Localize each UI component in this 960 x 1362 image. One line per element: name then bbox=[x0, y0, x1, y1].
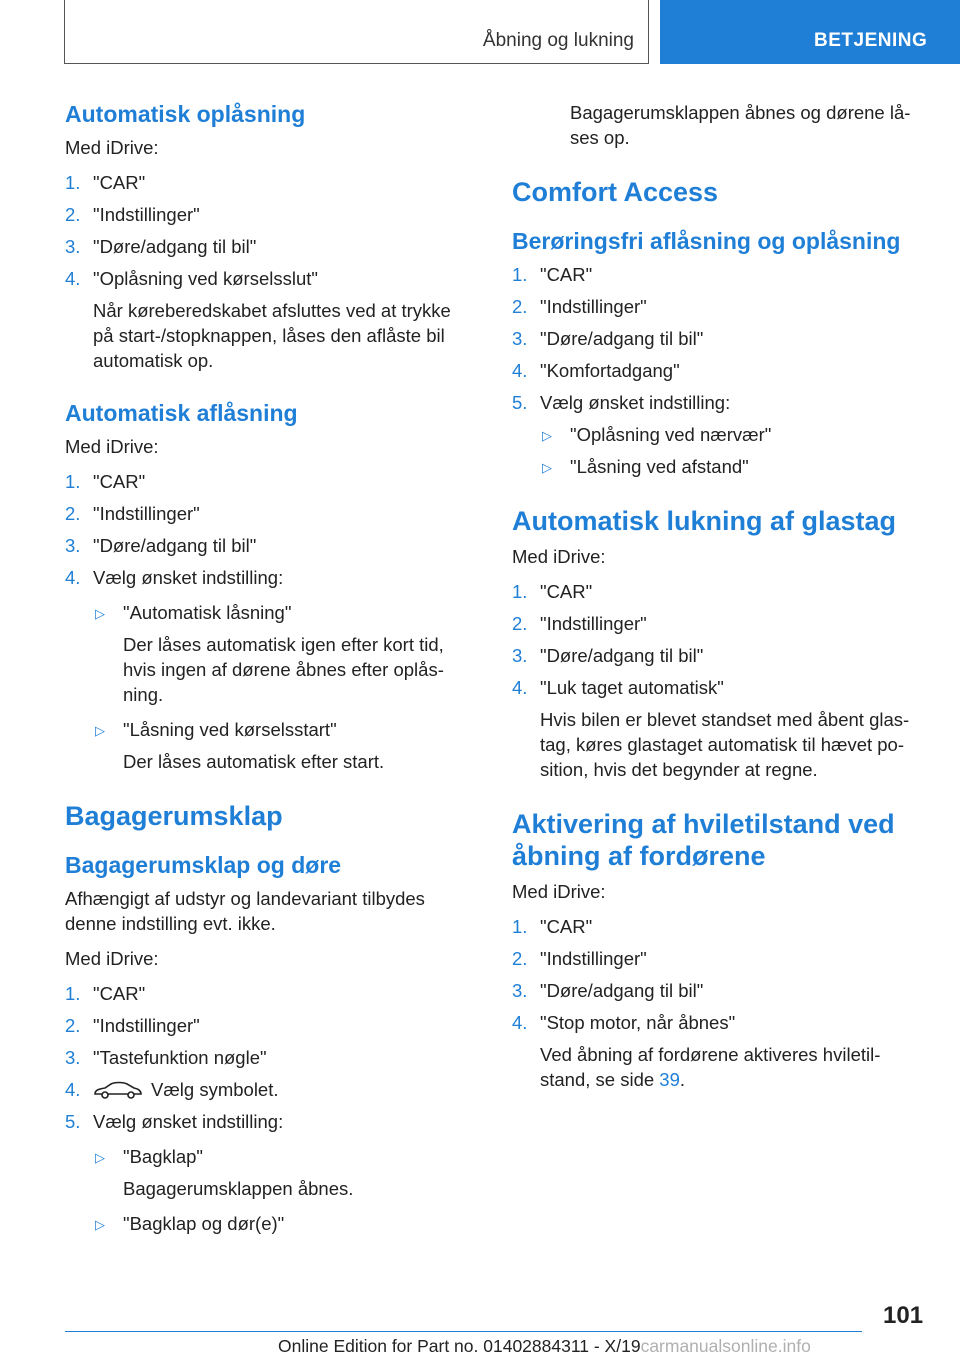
option-desc: Der låses automatisk efter start. bbox=[123, 751, 385, 772]
triangle-bullet-icon: ▷ bbox=[95, 723, 105, 738]
list-item: 5. Vælg ønsket indstilling: bbox=[65, 1111, 284, 1132]
list-item: 1. "CAR" bbox=[65, 172, 146, 193]
auto-lock-intro: Med iDrive: bbox=[65, 436, 159, 457]
page-number: 101 bbox=[883, 1302, 924, 1329]
list-item: 1. "CAR" bbox=[512, 916, 593, 937]
watermark: carmanualsonline.info bbox=[640, 1336, 811, 1356]
list-item: 2. "Indstillinger" bbox=[512, 296, 647, 317]
option-item: ▷ "Oplåsning ved nærvær" bbox=[512, 422, 922, 447]
option-item: ▷ "Automatisk låsning" bbox=[65, 600, 465, 625]
triangle-bullet-icon: ▷ bbox=[95, 606, 105, 621]
hvile-note: Ved åbning af fordørene aktiveres hviletil- stand, se side 39. bbox=[540, 1044, 881, 1090]
list-item: 5. Vælg ønsket indstilling: bbox=[512, 392, 731, 413]
bagagerum-note: Afhængigt af udstyr og landevariant tilbydes denne indstilling evt. ikke. bbox=[65, 888, 425, 934]
list-item: 2. "Indstillinger" bbox=[65, 204, 200, 225]
list-item: 2. "Indstillinger" bbox=[512, 613, 647, 634]
triangle-bullet-icon: ▷ bbox=[95, 1150, 105, 1165]
glastag-heading: Automatisk lukning af glastag bbox=[512, 506, 897, 536]
list-item: 2. "Indstillinger" bbox=[512, 948, 647, 969]
carry-text: Bagagerumsklappen åbnes og dørene lå- ses op. bbox=[570, 102, 911, 148]
list-item: 1. "CAR" bbox=[65, 471, 146, 492]
bagagerum-intro: Med iDrive: bbox=[65, 948, 159, 969]
page-ref-link[interactable]: 39 bbox=[659, 1069, 680, 1090]
list-item: 3. "Døre/adgang til bil" bbox=[65, 236, 257, 257]
option-desc: Bagagerumsklappen åbnes. bbox=[123, 1178, 354, 1199]
list-item: 3. "Tastefunktion nøgle" bbox=[65, 1047, 267, 1068]
comfort-subheading: Berøringsfri aflåsning og oplåsning bbox=[512, 228, 901, 254]
chapter-title: Åbning og lukning bbox=[482, 30, 634, 51]
footer-divider bbox=[65, 1331, 862, 1332]
comfort-heading: Comfort Access bbox=[512, 177, 719, 207]
option-desc: Der låses automatisk igen efter kort tid, hvis ingen af dørene åbnes efter oplås- ning. bbox=[123, 634, 444, 705]
list-item: 1. "CAR" bbox=[65, 983, 146, 1004]
list-item: 4. "Komfortadgang" bbox=[512, 360, 680, 381]
list-item: 4. "Luk taget automatisk" bbox=[512, 677, 724, 698]
bagagerum-subheading: Bagagerumsklap og døre bbox=[65, 852, 342, 878]
list-item: 4. Vælg ønsket indstilling: bbox=[65, 567, 284, 588]
list-item: 4. Vælg symbolet. bbox=[65, 1079, 279, 1100]
triangle-bullet-icon: ▷ bbox=[542, 460, 552, 475]
left-column bbox=[65, 100, 465, 1236]
list-item: 2. "Indstillinger" bbox=[65, 1015, 200, 1036]
list-item: 3. "Døre/adgang til bil" bbox=[65, 535, 257, 556]
option-item: ▷ "Låsning ved kørselsstart" bbox=[65, 717, 465, 742]
right-column bbox=[512, 100, 922, 1092]
footer-text: Online Edition for Part no. 01402884311 - X/19carmanualsonline.info bbox=[278, 1336, 811, 1356]
list-item: 3. "Døre/adgang til bil" bbox=[512, 328, 704, 349]
option-item: ▷ "Bagklap" bbox=[65, 1144, 465, 1169]
option-item: ▷ "Bagklap og dør(e)" bbox=[65, 1211, 465, 1236]
triangle-bullet-icon: ▷ bbox=[542, 428, 552, 443]
list-item: 1. "CAR" bbox=[512, 581, 593, 602]
list-item: 3. "Døre/adgang til bil" bbox=[512, 980, 704, 1001]
car-icon bbox=[93, 1081, 143, 1099]
header-frame bbox=[64, 0, 649, 64]
hvile-intro: Med iDrive: bbox=[512, 881, 606, 902]
section-tab-label: BETJENING bbox=[814, 30, 928, 51]
list-item: 1. "CAR" bbox=[512, 264, 593, 285]
list-item: 4. "Stop motor, når åbnes" bbox=[512, 1012, 736, 1033]
list-item: 2. "Indstillinger" bbox=[65, 503, 200, 524]
auto-unlock-note: Når køreberedskabet afsluttes ved at trykke på start-/stopknappen, låses den aflåste bil automatisk op. bbox=[93, 300, 451, 371]
glastag-intro: Med iDrive: bbox=[512, 546, 606, 567]
glastag-note: Hvis bilen er blevet standset med åbent glas- tag, køres glastaget automatisk til hævet po- sition, hvis det begynder at regne. bbox=[540, 709, 910, 780]
bagagerum-heading: Bagagerumsklap bbox=[65, 801, 283, 831]
auto-lock-heading: Automatisk aflåsning bbox=[65, 400, 298, 426]
list-item: 4. "Oplåsning ved kørselsslut" bbox=[65, 268, 318, 289]
auto-unlock-heading: Automatisk oplåsning bbox=[65, 101, 306, 127]
triangle-bullet-icon: ▷ bbox=[95, 1217, 105, 1232]
auto-unlock-intro: Med iDrive: bbox=[65, 137, 159, 158]
option-item: ▷ "Låsning ved afstand" bbox=[512, 454, 922, 479]
hvile-heading: Aktivering af hviletilstand ved åbning af fordørene bbox=[512, 809, 895, 871]
section-tab[interactable] bbox=[660, 0, 960, 64]
list-item: 3. "Døre/adgang til bil" bbox=[512, 645, 704, 666]
